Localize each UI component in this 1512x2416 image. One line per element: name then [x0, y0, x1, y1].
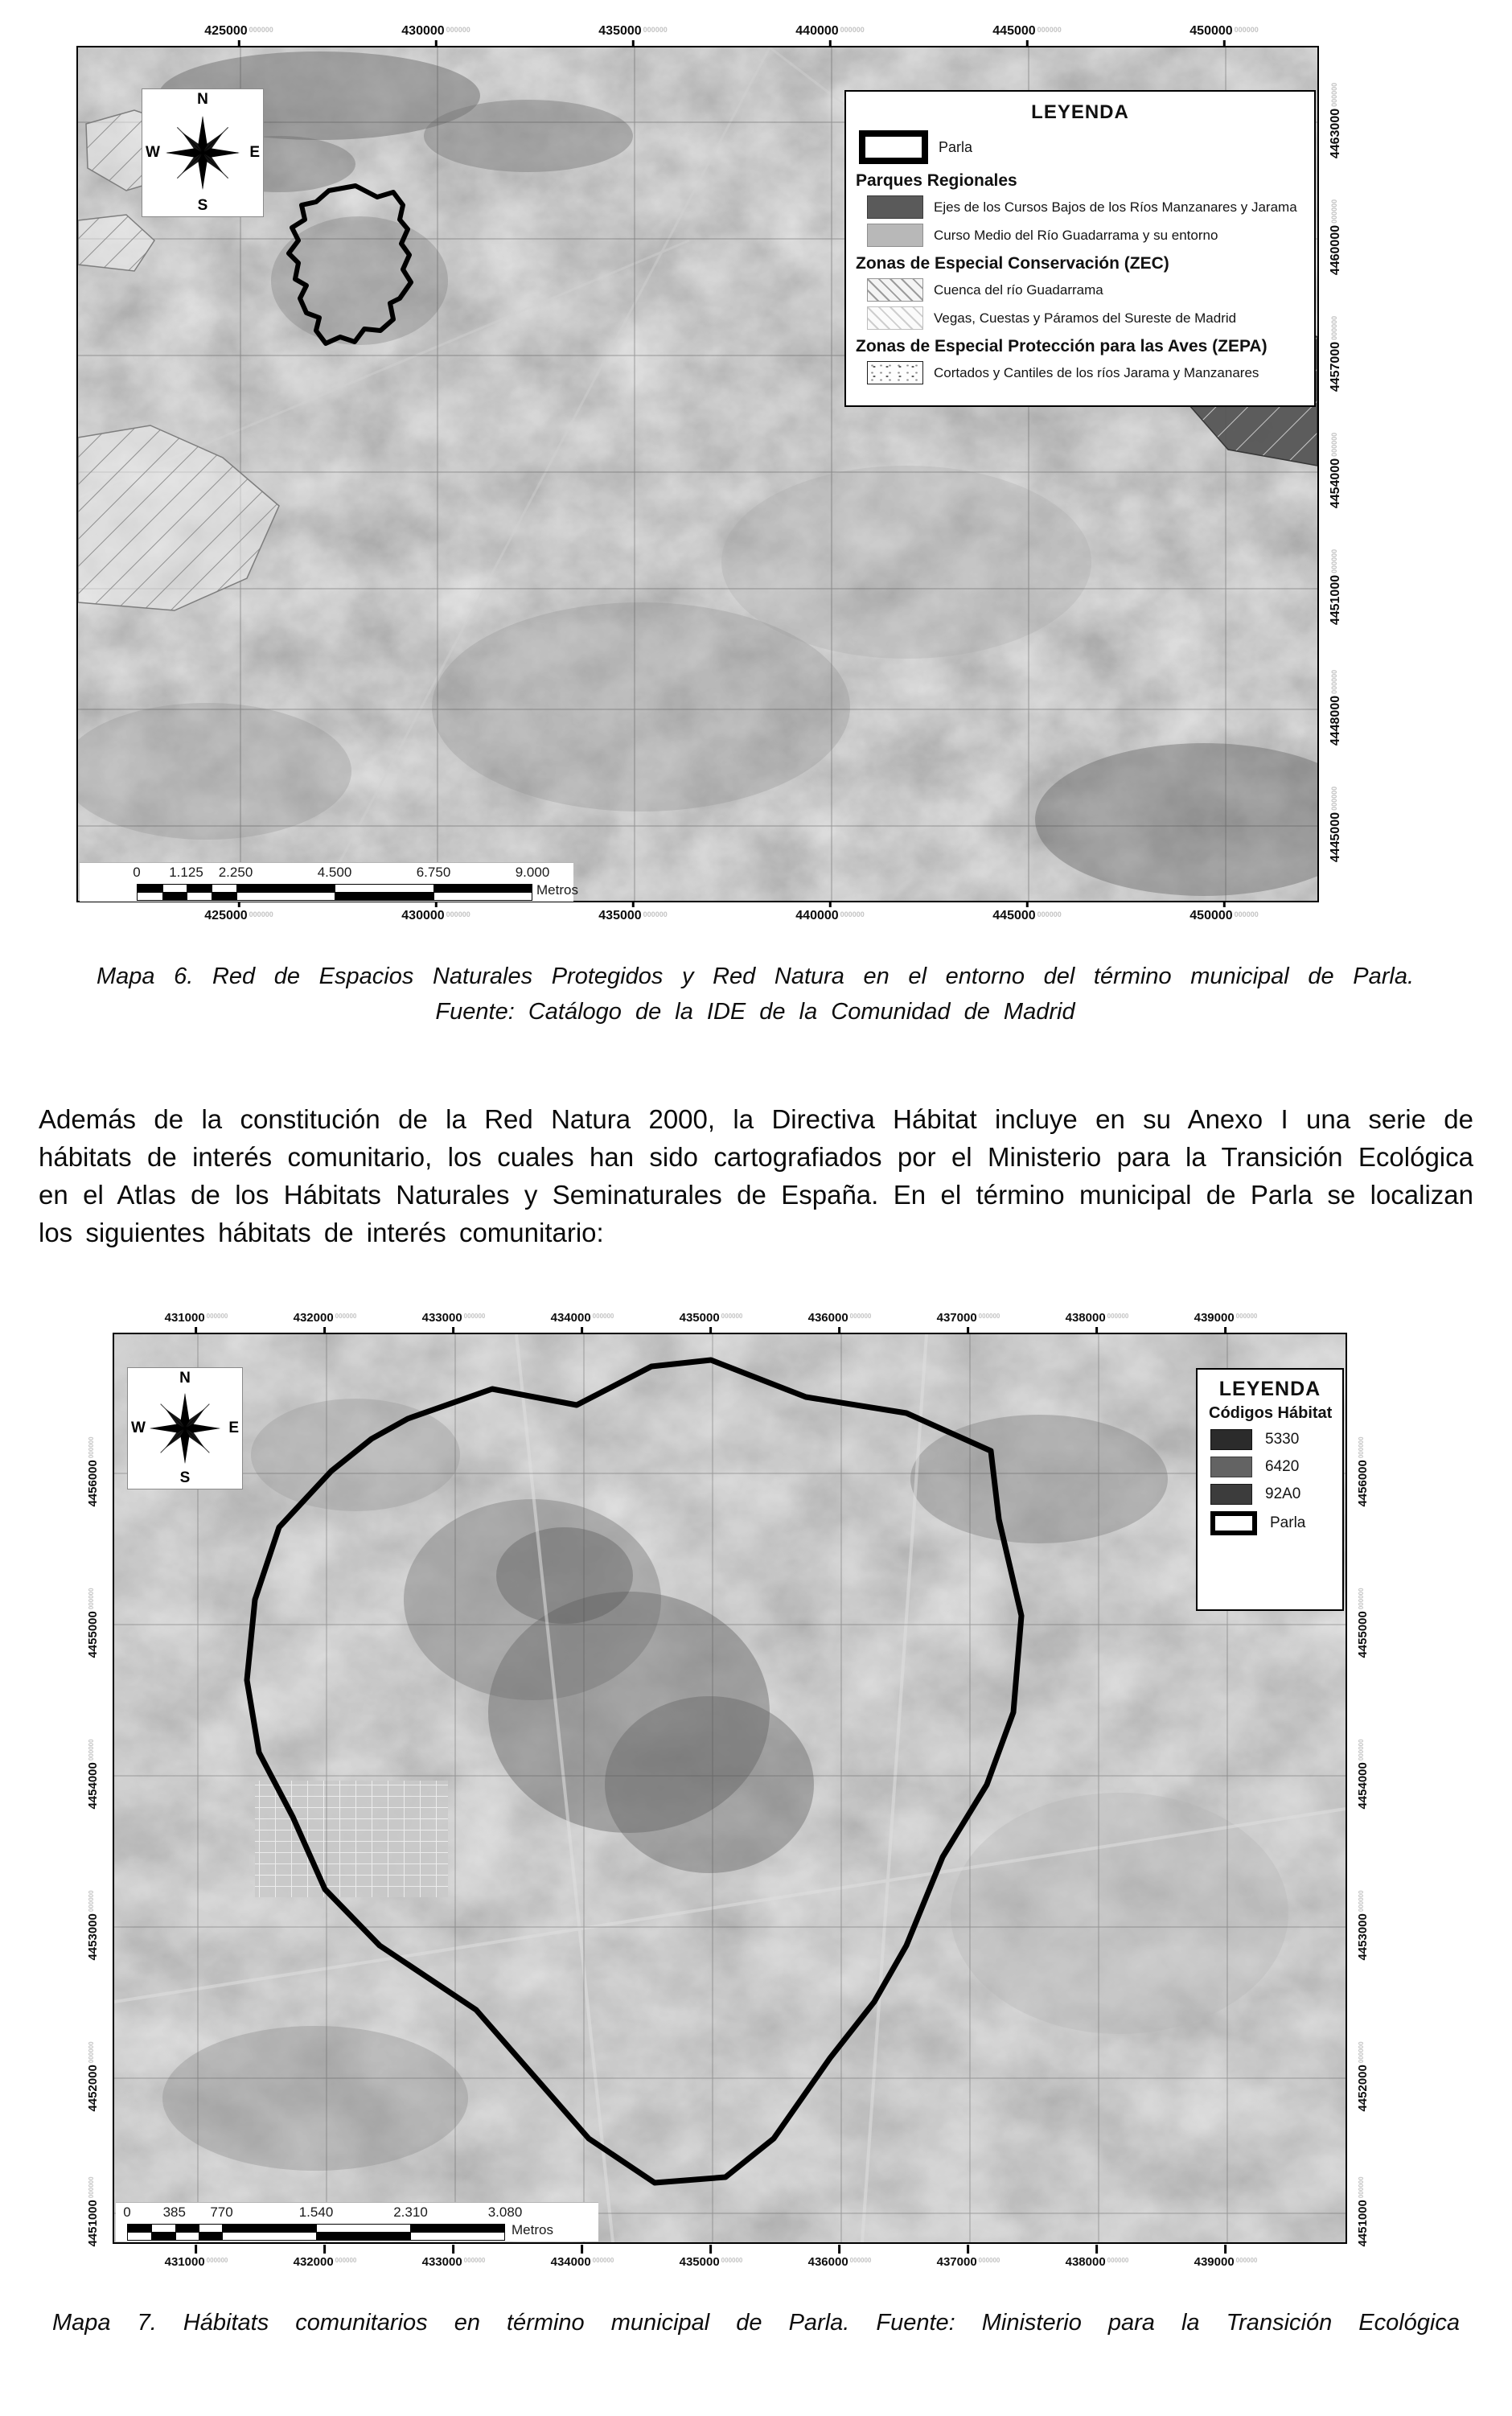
tick-suffix: 000000	[849, 1313, 872, 1320]
tick-value: 437000	[936, 1311, 977, 1325]
map7-caption: Mapa 7. Hábitats comunitarios en término municipal de Parla. Fuente: Ministerio para la Transición Ecológica	[52, 2310, 1460, 2336]
tick-suffix: 000000	[978, 1313, 1000, 1320]
map7-axis-top-tick	[680, 1311, 743, 1329]
tick-value: 434000	[550, 2255, 591, 2269]
tick-suffix: 000000	[335, 2257, 357, 2264]
map7-axis-right-tick	[1356, 1436, 1374, 1506]
legend-item	[867, 361, 1314, 384]
map6-axis-right-tick	[1329, 670, 1346, 746]
compass-south-label: S	[179, 1469, 191, 1486]
tick-suffix: 000000	[592, 1313, 614, 1320]
tick-value: 4456000	[86, 1460, 100, 1507]
tick-value: 4451000	[1329, 574, 1342, 626]
tick-value: 450000	[1189, 909, 1233, 922]
habitat-6420-swatch	[1210, 1457, 1252, 1477]
tick-value: 4452000	[1356, 2065, 1370, 2112]
legend-title: LEYENDA	[1218, 1378, 1321, 1400]
tick-value: 4453000	[86, 1913, 100, 1961]
tick-value: 4448000	[1329, 695, 1342, 746]
map7-axis-bottom-tick	[937, 2255, 1000, 2273]
map6-compass-rose	[142, 88, 264, 217]
light-fill-swatch	[867, 224, 923, 247]
tick-value: 432000	[293, 2255, 334, 2269]
map7-axis-left-tick	[86, 2176, 104, 2246]
tick-suffix: 000000	[721, 1313, 743, 1320]
map6-axis-bottom-tick	[992, 909, 1061, 927]
tick-value: 445000	[992, 24, 1036, 38]
tick-suffix: 000000	[463, 2257, 486, 2264]
map7-axis-top-tick	[422, 1311, 486, 1329]
tick-value: 4457000	[1329, 341, 1342, 392]
map6-axis-top-tick	[598, 24, 667, 42]
tick-suffix: 000000	[249, 910, 273, 918]
tick-suffix: 000000	[1358, 1588, 1365, 1610]
tick-suffix: 000000	[1330, 199, 1338, 224]
legend-item-label: Parla	[939, 138, 973, 155]
tick-suffix: 000000	[1358, 1739, 1365, 1761]
tick-value: 425000	[204, 909, 248, 922]
tick-value: 4460000	[1329, 224, 1342, 276]
map6-axis-right-tick	[1329, 433, 1346, 508]
map7-axis-bottom-tick	[422, 2255, 486, 2273]
map6-axis-bottom-tick	[1189, 909, 1258, 927]
legend-item	[867, 306, 1314, 330]
tick-value: 430000	[401, 909, 445, 922]
tick-suffix: 000000	[446, 26, 470, 34]
map7-scalebar	[116, 2202, 598, 2241]
dark-fill-swatch	[867, 195, 923, 219]
map6-caption-line2: Fuente: Catálogo de la IDE de la Comunidad de Madrid	[435, 999, 1075, 1025]
legend-title: LEYENDA	[1031, 101, 1129, 123]
scalebar-numbers	[133, 865, 550, 881]
map7-axis-top-tick	[551, 1311, 614, 1329]
tick-value: 436000	[807, 2255, 848, 2269]
scalebar-tick: 6.750	[416, 865, 451, 880]
tick-suffix: 000000	[335, 1313, 357, 1320]
tick-value: 438000	[1065, 2255, 1106, 2269]
tick-suffix: 000000	[1330, 315, 1338, 340]
legend-item-parla	[1210, 1511, 1342, 1535]
tick-suffix: 000000	[1330, 82, 1338, 107]
tick-value: 425000	[204, 24, 248, 38]
map7-axis-bottom-tick	[551, 2255, 614, 2273]
parla-boundary-swatch	[859, 130, 928, 164]
map6-axis-top-tick	[992, 24, 1061, 42]
legend-section-header: Parques Regionales	[856, 171, 1017, 190]
tick-suffix: 000000	[721, 2257, 743, 2264]
legend-item-label: Cortados y Cantiles de los ríos Jarama y Manzanares	[934, 364, 1259, 380]
tick-suffix: 000000	[1358, 2176, 1365, 2199]
map7-axis-top-tick	[1066, 1311, 1129, 1329]
tick-value: 436000	[807, 1311, 848, 1325]
scalebar-tick: 1.125	[169, 865, 203, 880]
map7-axis-top-tick	[1194, 1311, 1258, 1329]
tick-value: 430000	[401, 24, 445, 38]
map6-axis-top-tick	[795, 24, 864, 42]
map7-axis-bottom-tick	[1194, 2255, 1258, 2273]
tick-value: 4451000	[86, 2200, 100, 2247]
tick-value: 4456000	[1356, 1460, 1370, 1507]
tick-value: 431000	[164, 1311, 205, 1325]
tick-suffix: 000000	[88, 2176, 95, 2199]
legend-item	[1210, 1429, 1342, 1450]
tick-suffix: 000000	[88, 1588, 95, 1610]
map7-axis-top-tick	[937, 1311, 1000, 1329]
tick-suffix: 000000	[1235, 2257, 1258, 2264]
legend-item-label: Curso Medio del Río Guadarrama y su entorno	[934, 227, 1218, 243]
scalebar-tick: 3.080	[487, 2204, 523, 2220]
tick-value: 4451000	[1356, 2200, 1370, 2247]
map6-axis-bottom-tick	[598, 909, 667, 927]
tick-suffix: 000000	[1107, 2257, 1129, 2264]
tick-suffix: 000000	[849, 2257, 872, 2264]
scalebar-tick: 385	[162, 2204, 186, 2220]
legend-section-header: Zonas de Especial Conservación (ZEC)	[856, 254, 1169, 273]
map6-axis-bottom-tick	[204, 909, 273, 927]
tick-value: 4454000	[1329, 458, 1342, 509]
map7-axis-top-tick	[165, 1311, 228, 1329]
legend-item-label: 92A0	[1265, 1485, 1301, 1502]
compass-south-label: S	[197, 197, 208, 214]
tick-suffix: 000000	[978, 2257, 1000, 2264]
tick-suffix: 000000	[1107, 1313, 1129, 1320]
legend-item-label: Cuenca del río Guadarrama	[934, 281, 1103, 298]
tick-value: 440000	[795, 24, 839, 38]
legend-item-label: Ejes de los Cursos Bajos de los Ríos Manzanares y Jarama	[934, 199, 1297, 215]
tick-value: 450000	[1189, 24, 1233, 38]
legend-item-label: Vegas, Cuestas y Páramos del Sureste de Madrid	[934, 310, 1237, 326]
map6-frame	[76, 46, 1319, 902]
tick-value: 435000	[679, 2255, 720, 2269]
map6-caption	[97, 959, 1414, 1029]
map6-caption-line1: Mapa 6. Red de Espacios Naturales Protegidos y Red Natura en el entorno del término municipal de Parla.	[97, 964, 1414, 989]
tick-value: 4454000	[1356, 1762, 1370, 1810]
body-paragraph: Además de la constitución de la Red Natura 2000, la Directiva Hábitat incluye en su Anexo I una serie de hábitats de interés comunitario, los cuales han sido cartografiados por el Ministerio para la Transición Ecológica en el Atlas de los Hábitats Naturales y Seminaturales de España. En el término municipal de Parla se localizan los siguientes hábitats de interés comunitario:	[39, 1104, 1473, 1247]
tick-value: 438000	[1065, 1311, 1106, 1325]
map7-compass-rose	[127, 1367, 243, 1489]
tick-value: 4452000	[86, 2065, 100, 2112]
tick-suffix: 000000	[1235, 1313, 1258, 1320]
map6-scalebar	[80, 862, 578, 902]
tick-suffix: 000000	[88, 1739, 95, 1761]
map7-axis-right-tick	[1356, 2176, 1374, 2246]
map7-axis-right-tick	[1356, 1588, 1374, 1658]
tick-suffix: 000000	[1037, 910, 1062, 918]
legend-item	[1210, 1484, 1342, 1505]
tick-suffix: 000000	[840, 26, 865, 34]
scalebar-tick: 2.250	[218, 865, 253, 880]
legend-subtitle: Códigos Hábitat	[1209, 1404, 1333, 1422]
tick-suffix: 000000	[249, 26, 273, 34]
compass-star-icon	[164, 114, 241, 191]
legend-item	[1210, 1457, 1342, 1477]
tick-value: 433000	[421, 2255, 462, 2269]
tick-suffix: 000000	[1330, 549, 1338, 573]
legend-section-header: Zonas de Especial Protección para las Aves (ZEPA)	[856, 337, 1268, 355]
tick-value: 432000	[293, 1311, 334, 1325]
map6-axis-top-tick	[401, 24, 470, 42]
tick-value: 4455000	[86, 1611, 100, 1658]
map6-axis-bottom-tick	[401, 909, 470, 927]
tick-suffix: 000000	[1330, 786, 1338, 811]
map7-axis-left-tick	[86, 1739, 104, 1809]
compass-north-label: N	[179, 1370, 191, 1387]
habitat-5330-swatch	[1210, 1429, 1252, 1450]
habitat-92a0-swatch	[1210, 1484, 1252, 1505]
legend-item-label: 5330	[1265, 1431, 1300, 1448]
map7-legend	[1196, 1368, 1344, 1611]
tick-value: 4455000	[1356, 1611, 1370, 1658]
tick-value: 434000	[550, 1311, 591, 1325]
map6-axis-right-tick	[1329, 549, 1346, 625]
scalebar-tick: 2.310	[393, 2204, 428, 2220]
map6-axis-right-tick	[1329, 316, 1346, 392]
scalebar-bar	[127, 2224, 505, 2241]
scalebar-tick: 4.500	[317, 865, 352, 880]
tick-suffix: 000000	[1234, 26, 1259, 34]
tick-value: 4454000	[86, 1762, 100, 1810]
hatch-light-swatch	[867, 306, 923, 330]
tick-suffix: 000000	[1358, 1890, 1365, 1913]
compass-east-label: E	[249, 144, 260, 161]
tick-value: 433000	[421, 1311, 462, 1325]
tick-value: 437000	[936, 2255, 977, 2269]
speckle-swatch	[867, 361, 923, 384]
legend-item-label: 6420	[1265, 1458, 1300, 1475]
tick-suffix: 000000	[840, 910, 865, 918]
map7-satellite-image	[114, 1334, 1346, 2242]
compass-east-label: E	[228, 1420, 239, 1436]
map7-axis-left-tick	[86, 1890, 104, 1960]
tick-value: 435000	[598, 24, 642, 38]
compass-west-label: W	[131, 1420, 146, 1436]
map7-axis-left-tick	[86, 1436, 104, 1506]
scalebar-tick: 1.540	[298, 2204, 334, 2220]
map6-axis-right-tick	[1329, 787, 1346, 862]
compass-north-label: N	[197, 91, 208, 108]
tick-suffix: 000000	[1330, 432, 1338, 457]
map7-axis-bottom-tick	[165, 2255, 228, 2273]
map7-axis-bottom-tick	[294, 2255, 357, 2273]
tick-value: 4463000	[1329, 108, 1342, 159]
scalebar-tick: 0	[123, 2204, 131, 2220]
tick-suffix: 000000	[1234, 910, 1259, 918]
tick-suffix: 000000	[643, 26, 668, 34]
tick-value: 445000	[992, 909, 1036, 922]
tick-value: 439000	[1194, 1311, 1235, 1325]
scalebar-tick: 9.000	[515, 865, 550, 880]
parla-boundary-swatch	[1210, 1511, 1257, 1535]
tick-suffix: 000000	[1358, 2041, 1365, 2064]
hatch-swatch	[867, 278, 923, 302]
map7-axis-right-tick	[1356, 1739, 1374, 1809]
scalebar-tick: 770	[210, 2204, 233, 2220]
map7-frame	[113, 1333, 1347, 2244]
map6-axis-bottom-tick	[795, 909, 864, 927]
map7-axis-left-tick	[86, 1588, 104, 1658]
tick-suffix: 000000	[88, 1436, 95, 1459]
tick-suffix: 000000	[1330, 669, 1338, 694]
tick-suffix: 000000	[88, 2041, 95, 2064]
tick-suffix: 000000	[446, 910, 470, 918]
tick-suffix: 000000	[206, 1313, 228, 1320]
map7-axis-top-tick	[294, 1311, 357, 1329]
scalebar-bar	[137, 884, 532, 901]
tick-suffix: 000000	[88, 1890, 95, 1913]
map7-axis-bottom-tick	[808, 2255, 872, 2273]
scalebar-tick: 0	[133, 865, 141, 880]
tick-value: 439000	[1194, 2255, 1235, 2269]
tick-suffix: 000000	[592, 2257, 614, 2264]
tick-value: 435000	[598, 909, 642, 922]
compass-west-label: W	[146, 144, 160, 161]
tick-value: 4445000	[1329, 811, 1342, 863]
map6-axis-right-tick	[1329, 199, 1346, 275]
tick-value: 435000	[679, 1311, 720, 1325]
tick-suffix: 000000	[643, 910, 668, 918]
legend-item	[867, 195, 1314, 219]
map6-legend	[844, 90, 1316, 407]
scalebar-unit: Metros	[512, 2222, 553, 2237]
tick-suffix: 000000	[463, 1313, 486, 1320]
tick-value: 440000	[795, 909, 839, 922]
legend-item	[867, 278, 1314, 302]
tick-suffix: 000000	[1358, 1436, 1365, 1459]
map6-axis-top-tick	[1189, 24, 1258, 42]
compass-star-icon	[148, 1391, 222, 1465]
map7-axis-bottom-tick	[680, 2255, 743, 2273]
map7-axis-top-tick	[808, 1311, 872, 1329]
legend-item-label: Parla	[1270, 1514, 1306, 1531]
legend-item-parla	[859, 130, 1314, 164]
tick-value: 431000	[164, 2255, 205, 2269]
map6-axis-right-tick	[1329, 83, 1346, 158]
map7-axis-bottom-tick	[1066, 2255, 1129, 2273]
scalebar-unit: Metros	[536, 882, 578, 898]
tick-suffix: 000000	[206, 2257, 228, 2264]
map6-axis-top-tick	[204, 24, 273, 42]
map7-axis-right-tick	[1356, 2041, 1374, 2111]
tick-suffix: 000000	[1037, 26, 1062, 34]
scalebar-numbers	[123, 2204, 523, 2221]
legend-item	[867, 224, 1314, 247]
map7-axis-left-tick	[86, 2041, 104, 2111]
tick-value: 4453000	[1356, 1913, 1370, 1961]
map7-axis-right-tick	[1356, 1890, 1374, 1960]
